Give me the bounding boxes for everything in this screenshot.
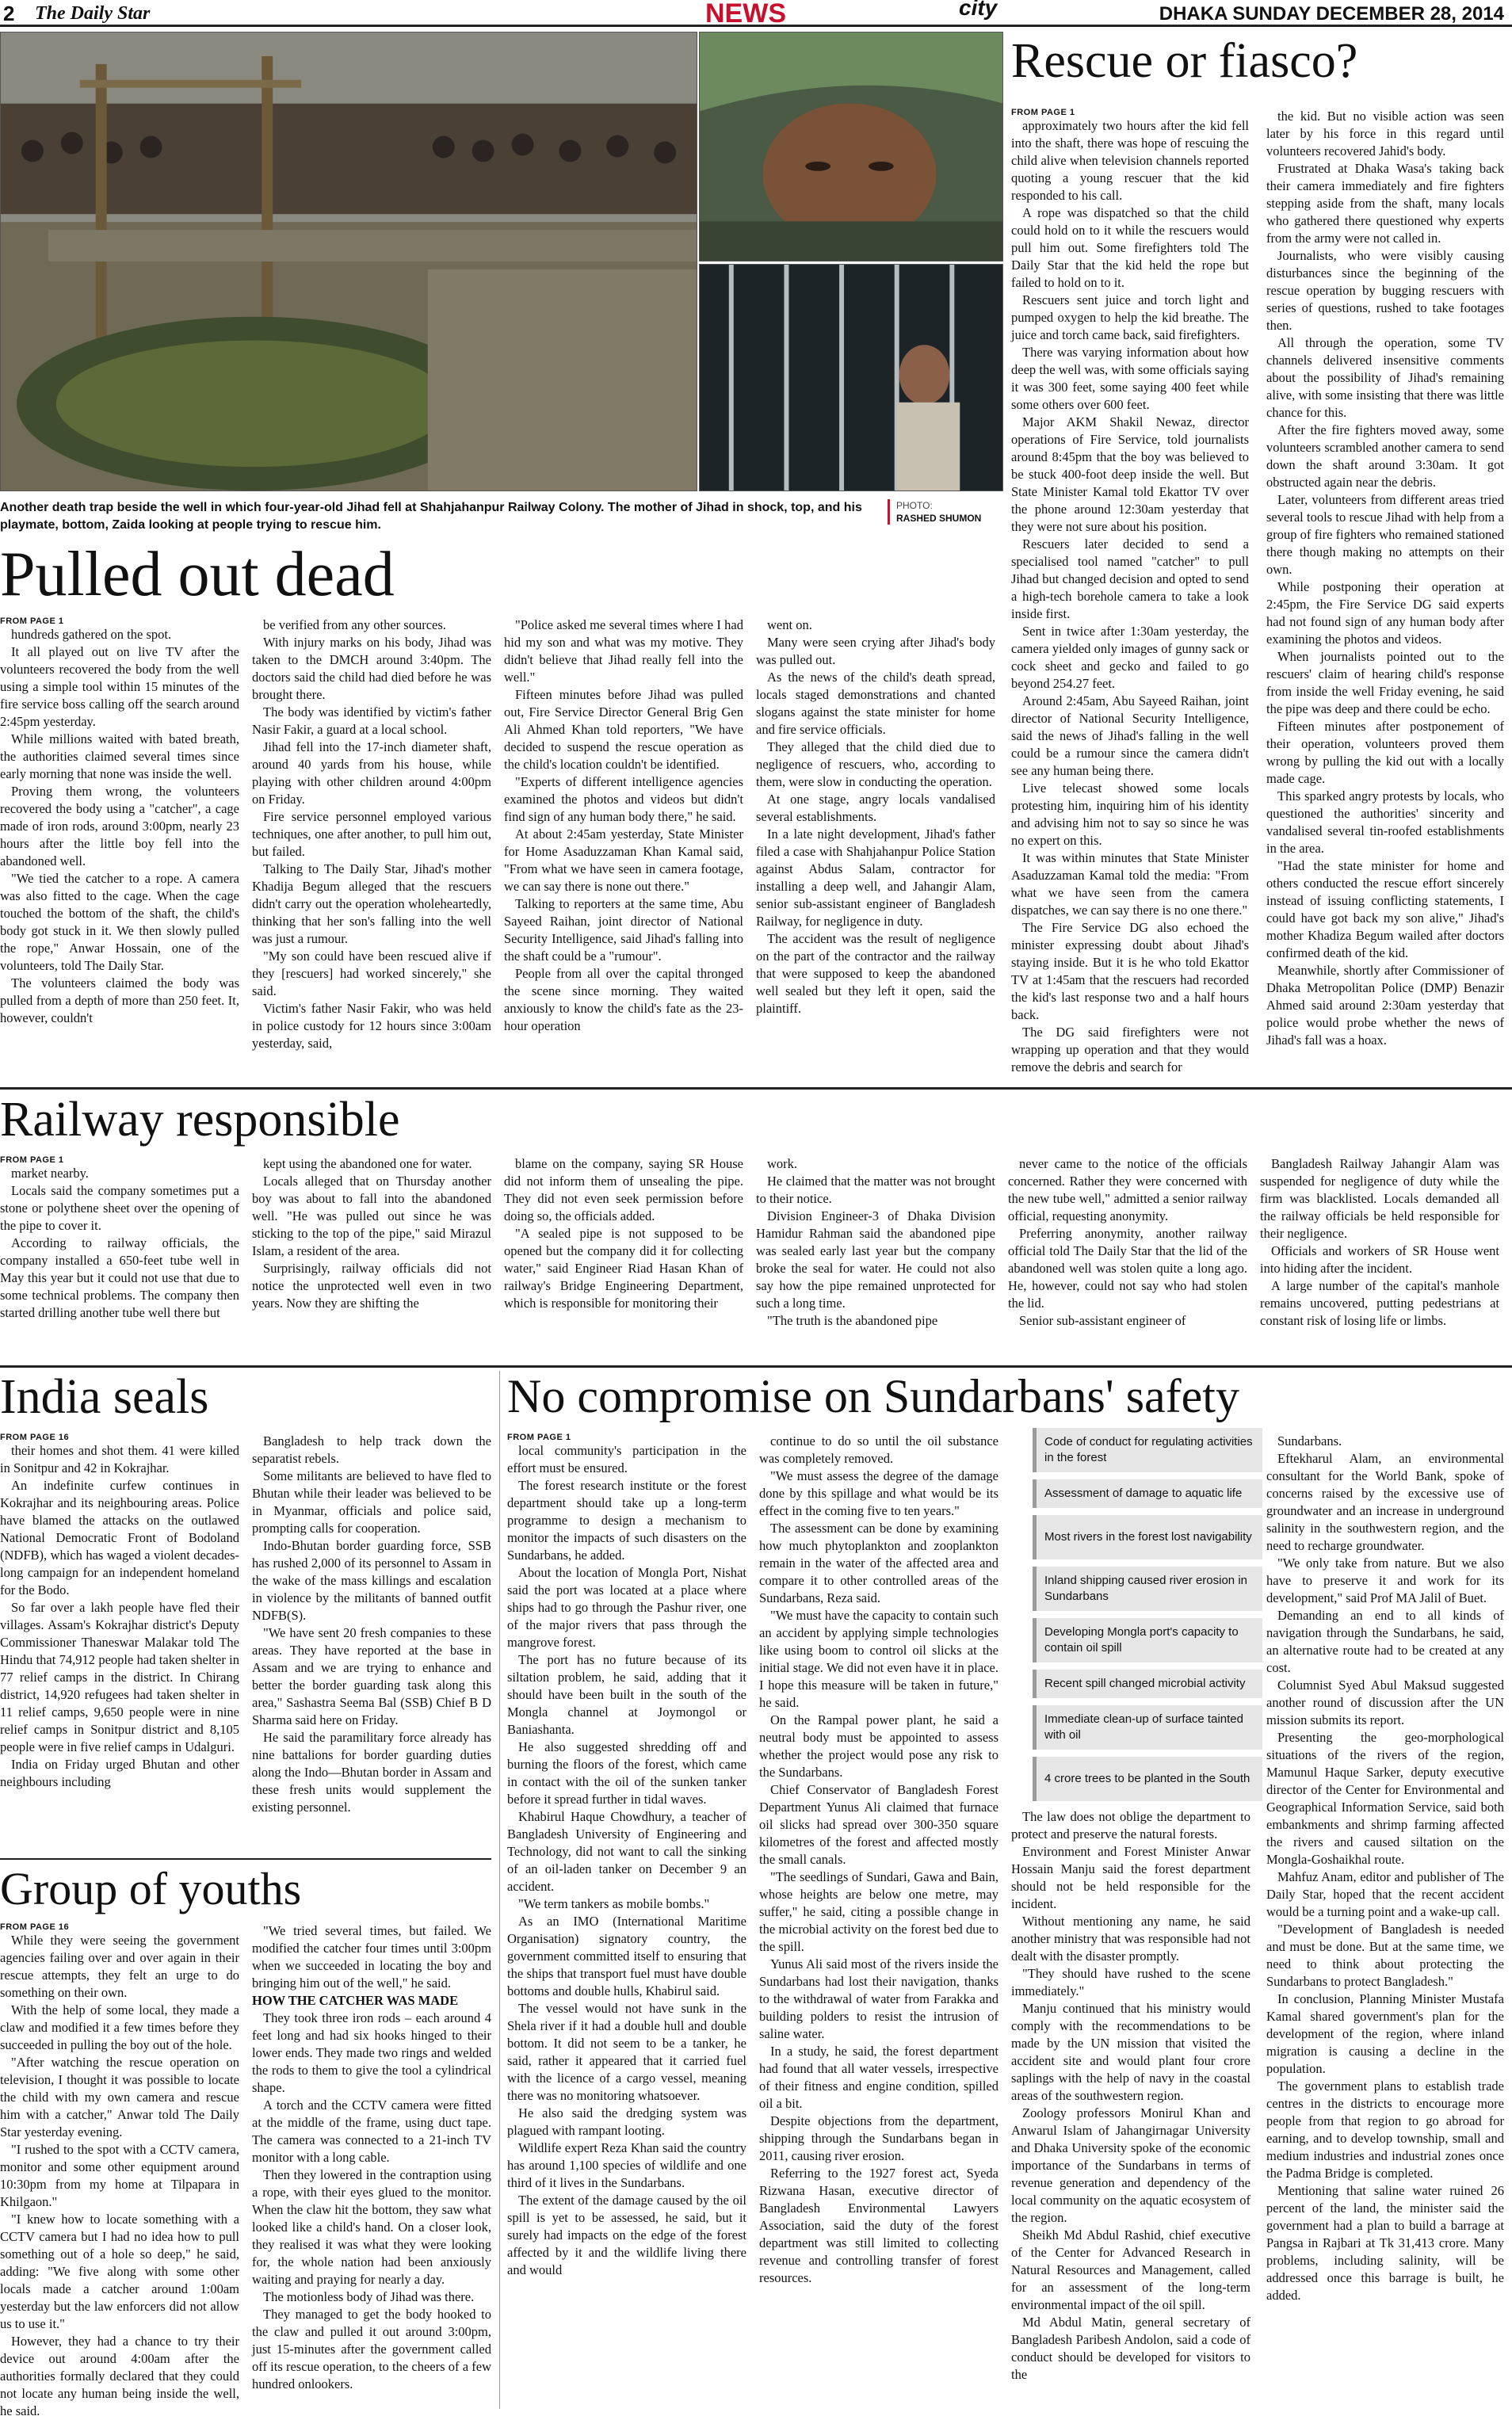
- paragraph: "A sealed pipe is not supposed to be opened but the company did it for collecting water," said Engineer Riad Hasan Khan of railway's Bridge Engineering Department, which is responsible for monitoring their: [504, 1226, 743, 1311]
- paragraph: While they were seeing the government agencies failing over and over again in their rescue attempts, they felt an urge to do something on their own.: [0, 1933, 239, 2000]
- paragraph: Demanding an end to all kinds of navigation through the Sundarbans, he said, an alternative route had to be created at any cost.: [1266, 1608, 1504, 1675]
- paragraph: With the help of some local, they made a claw and modified it a few times before they succeeded in pulling the boy out of the hole.: [0, 2002, 239, 2052]
- headline-railway: Railway responsible: [0, 1093, 400, 1147]
- paragraph: The extent of the damage caused by the oil spill is yet to be assessed, he said, but it surely had impacts on the edge of the forest affected by it and the wildlife living there and would: [507, 2193, 746, 2277]
- paragraph: local community's participation in the effort must be ensured.: [507, 1443, 746, 1475]
- paragraph: "The truth is the abandoned pipe: [767, 1313, 938, 1328]
- paragraph: Despite objections from the department, shipping through the Sundarbans began in 2011, causing river erosion.: [759, 2113, 998, 2163]
- headline-sundarbans: No compromise on Sundarbans' safety: [507, 1370, 1239, 1422]
- paragraph: "We tried several times, but failed. We modified the catcher four times until 3:00pm when we succeeded in locating the boy and bringing him out of the well," he said.: [252, 1923, 491, 1991]
- paragraph: Proving them wrong, the volunteers recovered the body using a "catcher", a cage made of iron rods, around 3:00pm, nearly 23 hours after the little boy fell into the abandoned well.: [0, 784, 239, 868]
- from-page-label: FROM PAGE 1: [507, 1433, 571, 1442]
- paragraph: Columnist Syed Abul Maksud suggested another round of discussion after the UN mission submits its report.: [1266, 1678, 1504, 1727]
- paragraph: Fifteen minutes before Jihad was pulled out, Fire Service Director General Brig Gen Ali Ahmed Khan told reporters, "We have decided to suspend the rescue operation as the child's location couldn't be identified.: [504, 687, 743, 772]
- issue-date: DHAKA SUNDAY DECEMBER 28, 2014: [1159, 3, 1504, 25]
- headline-rescue: Rescue or fiasco?: [1011, 34, 1358, 88]
- paragraph: Indo-Bhutan border guarding force, SSB has rushed 2,000 of its personnel to Assam in the wake of the mass killings and escalation in violence by the militants of banned outfit NDFB(S).: [252, 1538, 491, 1623]
- paragraph: Later, volunteers from different areas tried several tools to rescue Jihad with help from a group of fire fighters who remained stationed there though making no attempts on their own.: [1266, 492, 1504, 577]
- paragraph: "We only take from nature. But we also have to preserve it and work for its development," said Prof MA Jalil of Buet.: [1266, 1555, 1504, 1605]
- paragraph: While postponing their operation at 2:45pm, the Fire Service DG said experts had not found sign of any human body after examining the photos and videos.: [1266, 579, 1504, 647]
- paragraph: People from all over the capital thronged the scene since morning. They waited anxiously to know the child's fate as the 23-hour operation: [504, 966, 743, 1033]
- paragraph: Bangladesh Railway Jahangir Alam was suspended for negligence of duty while the firm was blacklisted. Locals demanded all the railway officials be held responsible for their negligence.: [1260, 1156, 1499, 1241]
- sidebar-point: Assessment of damage to aquatic life: [1033, 1479, 1262, 1508]
- from-page-label: FROM PAGE 1: [0, 1155, 64, 1165]
- rescue-col-2: [1266, 108, 1504, 1082]
- sundarbans-sidebar: [1033, 1428, 1262, 1808]
- paragraph: In a study, he said, the forest department had found that all water vessels, irrespective of their fitness and engine condition, spilled oil a bit.: [759, 2044, 998, 2111]
- paragraph: This sparked angry protests by locals, who questioned the authorities' sincerity and vandalised several tin-roofed establishments in the area.: [1266, 788, 1504, 856]
- paragraph: According to railway officials, the company installed a 650-feet tube well in May this year but it could not use that due to some technical problems. The company then started drilling another tube well there but: [0, 1235, 239, 1320]
- paragraph: The forest research institute or the forest department should take up a long-term programme to design a mechanism to monitor the impacts of such disasters on the Sundarbans, he added.: [507, 1478, 746, 1563]
- paragraph: HOW THE CATCHER WAS MADE: [252, 1993, 459, 2008]
- paragraph: blame on the company, saying SR House did not inform them of unsealing the pipe. They did not even seek permission before doing so, the officials added.: [504, 1156, 743, 1223]
- paragraph: As the news of the child's death spread, locals staged demonstrations and chanted slogans against the state minister for home and fire service officials.: [756, 670, 995, 737]
- paragraph: Sundarbans.: [1277, 1433, 1342, 1449]
- from-page-label: FROM PAGE 1: [0, 616, 64, 626]
- paragraph: Victim's father Nasir Fakir, who was held in police custody for 12 hours since 3:00am yesterday, said,: [252, 1001, 491, 1051]
- paragraph: He also said the dredging system was plagued with rampant looting.: [507, 2105, 746, 2138]
- paragraph: They managed to get the body hooked to the claw and pulled it out around 3:00pm, just 15-minutes after the government called off its rescue operation, to the cheers of a few hundred onlookers.: [252, 2307, 491, 2391]
- paragraph: The law does not oblige the department to protect and preserve the natural forests.: [1011, 1809, 1250, 1842]
- article-column: [507, 1433, 746, 2409]
- headline-youths: Group of youths: [0, 1863, 302, 1914]
- paragraph: The accident was the result of negligence on the part of the contractor and the railway that were supposed to keep the abandoned well sealed but they left it open, said the plaintiff.: [756, 931, 995, 1016]
- paragraph: Mentioning that saline water ruined 26 percent of the land, the minister said the government had a plan to build a barrage at Pangsa in Rajbari at Tk 31,413 crore. Many problems, including salinity, will be addressed once this barrage is built, he added.: [1266, 2183, 1504, 2303]
- paragraph: As an IMO (International Maritime Organisation) signatory country, the government committed itself to ensuring that the ships that transport fuel must have double bottoms and double hulls, Khabirul said.: [507, 1914, 746, 1998]
- article-column: [252, 616, 491, 1082]
- article-column: [0, 1922, 239, 2418]
- sidebar-point: Recent spill changed microbial activity: [1033, 1670, 1262, 1698]
- paragraph: "My son could have been rescued alive if they [rescuers] had worked sincerely," she said.: [252, 949, 491, 998]
- paragraph: The government plans to establish trade centres in the districts to encourage more people from that region to go abroad for earning, and to develop township, small and medium industries and industrial zones once the Padma Bridge is completed.: [1266, 2078, 1504, 2181]
- paragraph: The motionless body of Jihad was there.: [263, 2289, 475, 2304]
- paragraph: "Experts of different intelligence agencies examined the photos and videos but didn't find sign of any human body there," he said.: [504, 774, 743, 824]
- sidebar-point: Inland shipping caused river erosion in Sundarbans: [1033, 1567, 1262, 1611]
- paragraph: They took three iron rods – each around 4 feet long and had six hooks hinged to their lower ends. They made two rings and welded the rods to them to give the tool a cylindrical shape.: [252, 2010, 491, 2095]
- paragraph: Rescuers sent juice and torch light and pumped oxygen to help the kid breathe. The juice and torch came back, said firefighters.: [1011, 292, 1249, 342]
- paragraph: continue to do so until the oil substance was completely removed.: [759, 1433, 998, 1466]
- paragraph: Environment and Forest Minister Anwar Hossain Manju said the forest department should not be held responsible for the incident.: [1011, 1844, 1250, 1911]
- paragraph: However, they had a chance to try their device out around 4:00am after the authorities formally declared that they could not locate any human being inside the well, he said.: [0, 2334, 239, 2418]
- paragraph: "We have sent 20 fresh companies to these areas. They have reported at the base in Assam and we are trying to enhance and better the border guarding task along this area," Sashastra Seema Bal (SSB) Chief B D Sharma said here on Friday.: [252, 1625, 491, 1727]
- paragraph: "We must assess the degree of the damage done by this spillage and what would be its effect in the coming five to ten years.": [759, 1468, 998, 1518]
- page-number: 2: [3, 2, 15, 25]
- article-column: [0, 616, 239, 1082]
- paragraph: The body was identified by victim's father Nasir Fakir, a guard at a local school.: [252, 704, 491, 737]
- paragraph: Locals alleged that on Thursday another boy was about to fall into the abandoned well. "He was pulled out since he was sticking to the top of the pipe," said Mirazul Islam, a resident of the area.: [252, 1174, 491, 1258]
- paragraph: On the Rampal power plant, he said a neutral body must be appointed to assess whether the project would pose any risk to the Sundarbans.: [759, 1712, 998, 1780]
- paragraph: He claimed that the matter was not brought to their notice.: [756, 1174, 995, 1206]
- paragraph: "They should have rushed to the scene immediately.": [1011, 1966, 1250, 1998]
- paragraph: "I knew how to locate something with a CCTV camera but I had no idea how to pull something out of a hole so deep," he said, adding: "We five along with some other locals made a catcher around 1:00am yesterday but the law enforcers did not allow us to use it.": [0, 2212, 239, 2331]
- paragraph: Referring to the 1927 forest act, Syeda Rizwana Hasan, executive director of Bangladesh Environmental Lawyers Association, said the duty of the forest department was still limited to collecting revenue and controlling transfer of forest resources.: [759, 2166, 998, 2285]
- paragraph: Talking to The Daily Star, Jihad's mother Khadija Begum alleged that the rescuers didn't carry out the operation wholeheartedly, thinking that her son's falling into the well was just a rumour.: [252, 861, 491, 946]
- paragraph: With injury marks on his body, Jihad was taken to the DMCH around 3:40pm. The doctors said the child had died before he was brought there.: [252, 635, 491, 702]
- paragraph: work.: [767, 1156, 798, 1171]
- paragraph: Then they lowered in the contraption using a rope, with their eyes glued to the monitor. When the claw hit the bottom, they saw what looked like a child's hand. On a closer look, they realised it was what they were looking for, the whole nation had been anxiously waiting and praying for nearly a day.: [252, 2167, 491, 2287]
- paragraph: "Police asked me several times where I had hid my son and what was my motive. They didn't believe that Jihad really fell into the well.": [504, 617, 743, 685]
- paragraph: The DG said firefighters were not wrapping up operation and that they would remove the debris and search for: [1011, 1025, 1249, 1074]
- paragraph: Some militants are believed to have fled to Bhutan while their leader was believed to be in Myanmar, officials and police said, prompting calls for cooperation.: [252, 1468, 491, 1536]
- paragraph: "We term tankers as mobile bombs.": [518, 1896, 710, 1911]
- article-column: [504, 1155, 743, 1363]
- paragraph: hundreds gathered on the spot.: [11, 627, 172, 642]
- paragraph: Md Abdul Matin, general secretary of Bangladesh Paribesh Andolon, said a code of conduct should be developed for visitors to the: [1011, 2315, 1250, 2382]
- paragraph: Live telecast showed some locals protesting him, inquiring him of his identity and advising him not to say so since he was no expert on this.: [1011, 781, 1249, 848]
- paragraph: An indefinite curfew continues in Kokrajhar and its neighbouring areas. Police have blamed the attacks on the outlawed National Democratic Front of Bodoland (NDFB), which has waged a violent decades-long campaign for an independent homeland for the Bodo.: [0, 1478, 239, 1597]
- photo-credit-name: RASHED SHUMON: [896, 513, 982, 524]
- paragraph: Manju continued that his ministry would comply with the recommendations to be made by the UN mission that visited the accident site and would plant four crore saplings with the help of navy in the coastal areas of the southwestern region.: [1011, 2001, 1250, 2103]
- from-page-label: FROM PAGE 1: [1011, 108, 1075, 117]
- paragraph: In conclusion, Planning Minister Mustafa Kamal shared government's plan for the development of the region, where inland migration is causing a decline in the population.: [1266, 1991, 1504, 2076]
- paragraph: market nearby.: [11, 1166, 89, 1181]
- paragraph: A rope was dispatched so that the child could hold on to it while the rescuers would pull him out. Some firefighters told The Daily Star that the kid held the rope but failed to hold on to it.: [1011, 205, 1249, 290]
- paragraph: Presenting the geo-morphological situations of the rivers of the region, Mamunul Haque Sarker, deputy executive director of the Center for Environmental and Geographical Information Service, said both embankments and shrimp farming affected the rivers and caused siltation on the Mongla-Goshaikhal route.: [1266, 1730, 1504, 1867]
- paragraph: There was varying information about how deep the well was, with some officials saying it was 300 feet, some saying 400 feet while some others over 600 feet.: [1011, 345, 1249, 412]
- photo-well-trap: [0, 32, 697, 491]
- paragraph: The Fire Service DG also echoed the minister expressing doubt about Jihad's staying inside. But it is he who told Ekattor TV at 1:45am that the rescuers had recorded the kid's last response two and a half hours back.: [1011, 920, 1249, 1022]
- paragraph: The port has no future because of its siltation problem, he said, adding that it should have been built in the south of the Mongla channel at Joymongol or Baniashanta.: [507, 1652, 746, 1737]
- article-column: [756, 616, 995, 1082]
- paragraph: Without mentioning any name, he said another ministry that was responsible had not dealt with the disaster promptly.: [1011, 1914, 1250, 1964]
- paragraph: It all played out on live TV after the volunteers recovered the body from the well using a simple tool within 15 minutes of the fire service boss calling off the search around 2:45pm yesterday.: [0, 644, 239, 729]
- paragraph: The volunteers claimed the body was pulled from a depth of more than 250 feet. It, however, couldn't: [0, 975, 239, 1025]
- article-column: [1008, 1155, 1247, 1363]
- paragraph: Division Engineer-3 of Dhaka Division Hamidur Rahman said the abandoned pipe was sealed early last year but the company broke the seal for water. He could not also say how the pipe remained unprotected for such a long time.: [756, 1208, 995, 1311]
- sidebar-point: 4 crore trees to be planted in the South: [1033, 1757, 1262, 1801]
- headline-pulled: Pulled out dead: [0, 540, 395, 609]
- photo-credit-label: PHOTO:: [896, 500, 933, 511]
- section-divider: [0, 1858, 491, 1860]
- paper-name: The Daily Star: [35, 3, 151, 24]
- section-label: NEWS: [705, 0, 786, 29]
- paragraph: Sheikh Md Abdul Rashid, chief executive of the Center for Advanced Research in Natural Resources and Management, called for an assessment of the long-term environmental impact of the oil spill.: [1011, 2227, 1250, 2312]
- paragraph: Eftekharul Alam, an environmental consultant for the World Bank, spoke of concerns raised by the excessive use of groundwater and an increase in underground salinity in the southwestern region, and the need to recharge groundwater.: [1266, 1451, 1504, 1553]
- section-divider: [0, 1365, 1512, 1368]
- paragraph: Bangladesh to help track down the separatist rebels.: [252, 1433, 491, 1466]
- paragraph: Jihad fell into the 17-inch diameter shaft, around 40 yards from his house, while playing with other children around 4:00pm on Friday.: [252, 739, 491, 807]
- headline-india: India seals: [0, 1370, 209, 1424]
- paragraph: kept using the abandoned one for water.: [263, 1156, 472, 1171]
- paragraph: Surprisingly, railway officials did not notice the unprotected well even in two years. Now they are shifting the: [252, 1261, 491, 1311]
- paragraph: He also suggested shredding off and burning the floors of the forest, which came in contact with the oil of the sunken tanker before it spread further in tidal waves.: [507, 1739, 746, 1807]
- paragraph: At one stage, angry locals vandalised several establishments.: [756, 792, 995, 824]
- from-page-label: FROM PAGE 16: [0, 1433, 70, 1442]
- section-divider: [0, 1087, 1512, 1090]
- paragraph: Frustrated at Dhaka Wasa's taking back their camera immediately and fire fighters stepping aside from the shaft, many locals who gathered there questioned why experts from the army were not called in.: [1266, 161, 1504, 246]
- paragraph: At about 2:45am yesterday, State Minister for Home Asaduzzaman Khan Kamal said, "From what we have seen in camera footage, we can say there is none out there.": [504, 826, 743, 894]
- paragraph: When journalists pointed out to the rescuers' claim of hearing child's response from inside the well Friday evening, he said the pipe was deep and there could be echo.: [1266, 649, 1504, 716]
- paragraph: "Had the state minister for home and others conducted the rescue effort sincerely instead of issuing conflicting statements, I could have got back my son alive," Jihad's mother Khadiza Begum wailed after doctors confirmed death of the kid.: [1266, 858, 1504, 960]
- paragraph: The assessment can be done by examining how much phytoplankton and zooplankton remain in the water of the affected area and compare it to other controlled areas of the Sundarbans, Reza said.: [759, 1521, 998, 1605]
- article-column: [759, 1433, 998, 2409]
- paragraph: "Development of Bangladesh is needed and must be done. But at the same time, we need to think about protecting the Sundarbans to protect Bangladesh.": [1266, 1922, 1504, 1989]
- paragraph: All through the operation, some TV channels delivered insensitive comments about the possibility of Jihad's remaining alive, with some insisting that there was little chance for this.: [1266, 335, 1504, 420]
- paragraph: After the fire fighters moved away, some volunteers scrambled another camera to send down the shaft around 3:30am. It got obstructed again near the debris.: [1266, 422, 1504, 490]
- article-column: [1260, 1155, 1499, 1363]
- paragraph: It was within minutes that State Minister Asaduzzaman Kamal told the media: "From what we have seen from the camera dispatches, we can say there is no one there.": [1011, 850, 1249, 918]
- paragraph: Meanwhile, shortly after Commissioner of Dhaka Metropolitan Police (DMP) Benazir Ahmed said around 2:30am yesterday that police would probe whether the news of Jihad's fall was a hoax.: [1266, 963, 1504, 1048]
- paragraph: In a late night development, Jihad's father filed a case with Shahjahanpur Police Station against Abdus Salam, contractor for installing a deep well, and Jahangir Alam, senior sub-assistant engineer of Bangladesh Railway, for negligence in duty.: [756, 826, 995, 929]
- paragraph: Major AKM Shakil Newaz, director operations of Fire Service, told journalists around 8:45pm that the boy was believed to be stuck 400-foot deep inside the well. But State Minister Kamal told Ekattor TV over the phone around 12:30am yesterday that they were not sure about his position.: [1011, 414, 1249, 534]
- paragraph: Locals said the company sometimes put a stone or polythene sheet over the opening of the pipe to cover it.: [0, 1183, 239, 1233]
- paragraph: Mahfuz Anam, editor and publisher of The Daily Star, hoped that the recent accident would be a turning point and a wake-up call.: [1266, 1869, 1504, 1919]
- article-column: [252, 1155, 491, 1363]
- paragraph: "After watching the rescue operation on television, I thought it was possible to locate the child with my own camera and rescue him with a catcher," Anwar told The Daily Star yesterday evening.: [0, 2055, 239, 2139]
- sidebar-point: Most rivers in the forest lost navigability: [1033, 1515, 1262, 1559]
- article-column: [756, 1155, 995, 1363]
- rescue-col-1: [1011, 108, 1249, 1082]
- paragraph: Sent in twice after 1:30am yesterday, the camera yielded only images of gunny sack or cock sheet and gecko and failed to go beyond 254.27 feet.: [1011, 624, 1249, 691]
- paragraph: So far over a lakh people have fled their villages. Assam's Kokrajhar district's Deputy Commissioner Thaneswar Malakar told The Hindu that 74,912 people had taken shelter in 77 relief camps in the district. In Chirang district, 14,920 refugees had taken shelter in 11 relief camps, 9,650 people were in nine relief camps in Sonitpur district and 8,105 people were in five relief camps in Udalguri.: [0, 1600, 239, 1754]
- paragraph: While millions waited with bated breath, the authorities claimed several times since early morning that none was inside the well.: [0, 731, 239, 781]
- paragraph: Fifteen minutes after postponement of their operation, volunteers proved them wrong by pulling the kid out with a locally made cage.: [1266, 719, 1504, 786]
- article-column: [252, 1922, 491, 2410]
- paragraph: Officials and workers of SR House went into hiding after the incident.: [1260, 1243, 1499, 1276]
- paragraph: Chief Conservator of Bangladesh Forest Department Yunus Ali claimed that furnace oil slicks had spread over 300-350 square kilometres of the forest and affected mostly the small canals.: [759, 1782, 998, 1867]
- paragraph: Talking to reporters at the same time, Abu Sayeed Raihan, joint director of National Security Intelligence, said Jihad's falling into the shaft could be a "rumour".: [504, 896, 743, 964]
- paragraph: A torch and the CCTV camera were fitted at the middle of the frame, using duct tape. The camera was connected to a 21-inch TV monitor with a long cable.: [252, 2097, 491, 2165]
- photo-mother: [699, 32, 1003, 261]
- article-column: [0, 1433, 239, 1856]
- paragraph: "The seedlings of Sundari, Gawa and Bain, whose heights are below one metre, may suffer," he said, citing a possible change in the microbial activity on the forest bed due to the spill.: [759, 1869, 998, 1954]
- article-column: [504, 616, 743, 1082]
- from-page-label: FROM PAGE 16: [0, 1922, 70, 1932]
- article-column: [1266, 1433, 1504, 2409]
- paragraph: About the location of Mongla Port, Nishat said the port was located at a place where ships had to go through the Pashur river, one of the major rivers that pass through the mangrove forest.: [507, 1565, 746, 1650]
- photo-caption: Another death trap beside the well in which four-year-old Jihad fell at Shahjahanpur Railway Colony. The mother of Jihad in shock, top, and his playmate, bottom, Zaida looking at people trying to rescue him.: [0, 501, 862, 532]
- paragraph: "I rushed to the spot with a CCTV camera, monitor and some other equipment around 10:30pm from my home at Tilpapara in Khilgaon.": [0, 2142, 239, 2209]
- article-column: [0, 1155, 239, 1363]
- paragraph: approximately two hours after the kid fell into the shaft, there was hope of rescuing the child alive when television channels reported quoting a young rescuer that the kid responded to his call.: [1011, 118, 1249, 203]
- sidebar-point: Code of conduct for regulating activities in the forest: [1033, 1428, 1262, 1472]
- column-divider: [499, 1371, 500, 2409]
- photo-credit: [888, 499, 1006, 525]
- paragraph: "We must have the capacity to contain such an accident by applying simple technologies like using boom to control oil slicks at the initial stage. We did not even have it in place. I hope this measure will be taken in future," he said.: [759, 1608, 998, 1710]
- photo-playmate: [699, 264, 1003, 491]
- paragraph: Around 2:45am, Abu Sayeed Raihan, joint director of National Security Intelligence, said the news of Jihad's falling in the well could be a rumour since the camera didn't see any human being there.: [1011, 693, 1249, 778]
- paragraph: the kid. But no visible action was seen later by his force in this regard until volunteers recovered Jahid's body.: [1266, 109, 1504, 158]
- paragraph: Yunus Ali said most of the rivers inside the Sundarbans had lost their navigation, thanks to the withdrawal of water from Farakka and building polders to resist the intrusion of saline water.: [759, 1956, 998, 2041]
- masthead: [0, 0, 1512, 27]
- paragraph: The vessel would not have sunk in the Shela river if it had a double hull and double bottom. It did not seem to be a tanker, he said, rather it appeared that it carried fuel with the licence of a cargo vessel, meaning there was no monitoring whatsoever.: [507, 2001, 746, 2103]
- paragraph: Rescuers later decided to send a specialised tool named "catcher" to pull Jihad but changed decision and opted to send a high-tech borehole camera to take a look inside first.: [1011, 536, 1249, 621]
- paragraph: Wildlife expert Reza Khan said the country has around 1,100 species of wildlife and one third of it lives in the Sundarbans.: [507, 2140, 746, 2190]
- paragraph: India on Friday urged Bhutan and other neighbours including: [0, 1757, 239, 1789]
- paragraph: Preferring anonymity, another railway official told The Daily Star that the lid of the abandoned well was stolen quite a long ago. He, however, could not say who had stolen the lid.: [1008, 1226, 1247, 1311]
- paragraph: their homes and shot them. 41 were killed in Sonitpur and 42 in Kokrajhar.: [0, 1443, 239, 1475]
- paragraph: Zoology professors Monirul Khan and Anwarul Islam of Jahangirnagar University and Dhaka University spoke of the economic importance of the Sundarbans in terms of revenue generation and dependency of the local community on the aquatic ecosystem of the region.: [1011, 2105, 1250, 2225]
- paragraph: Journalists, who were visibly causing disturbances since the beginning of the rescue operation by bugging rescuers with series of questions, rushed to take footages then.: [1266, 248, 1504, 333]
- sidebar-point: Immediate clean-up of surface tainted with oil: [1033, 1705, 1262, 1750]
- sidebar-point: Developing Mongla port's capacity to contain oil spill: [1033, 1618, 1262, 1662]
- paragraph: Senior sub-assistant engineer of: [1019, 1313, 1186, 1328]
- paragraph: never came to the notice of the officials concerned. Rather they were concerned with the new tube well," admitted a senior railway official, requesting anonymity.: [1008, 1156, 1247, 1223]
- paragraph: A large number of the capital's manhole remains uncovered, putting pedestrians at constant risk of losing life or limbs.: [1260, 1278, 1499, 1328]
- article-column: [252, 1433, 491, 1856]
- subsection-label: city: [959, 0, 998, 20]
- paragraph: Fire service personnel employed various techniques, one after another, to pull him out, but failed.: [252, 809, 491, 859]
- paragraph: He said the paramilitary force already has nine battalions for border guarding duties along the Indo—Bhutan border in Assam and these fresh units would supplement the existing personnel.: [252, 1730, 491, 1815]
- paragraph: Khabirul Haque Chowdhury, a teacher of Bangladesh University of Engineering and Technology, did not want to call the sinking of an oil-laden tanker on December 9 an accident.: [507, 1809, 746, 1894]
- paragraph: went on.: [767, 617, 812, 632]
- paragraph: be verified from any other sources.: [263, 617, 446, 632]
- article-column: [1011, 1808, 1250, 2409]
- paragraph: They alleged that the child died due to negligence of rescuers, who, according to them, were slow in conducting the operation.: [756, 739, 995, 789]
- paragraph: "We tied the catcher to a rope. A camera was also fitted to the cage. When the cage touched the bottom of the shaft, the child's body got stuck in it. We then slowly pulled the rope," Anwar Hossain, one of the volunteers, told The Daily Star.: [0, 871, 239, 973]
- paragraph: Many were seen crying after Jihad's body was pulled out.: [756, 635, 995, 667]
